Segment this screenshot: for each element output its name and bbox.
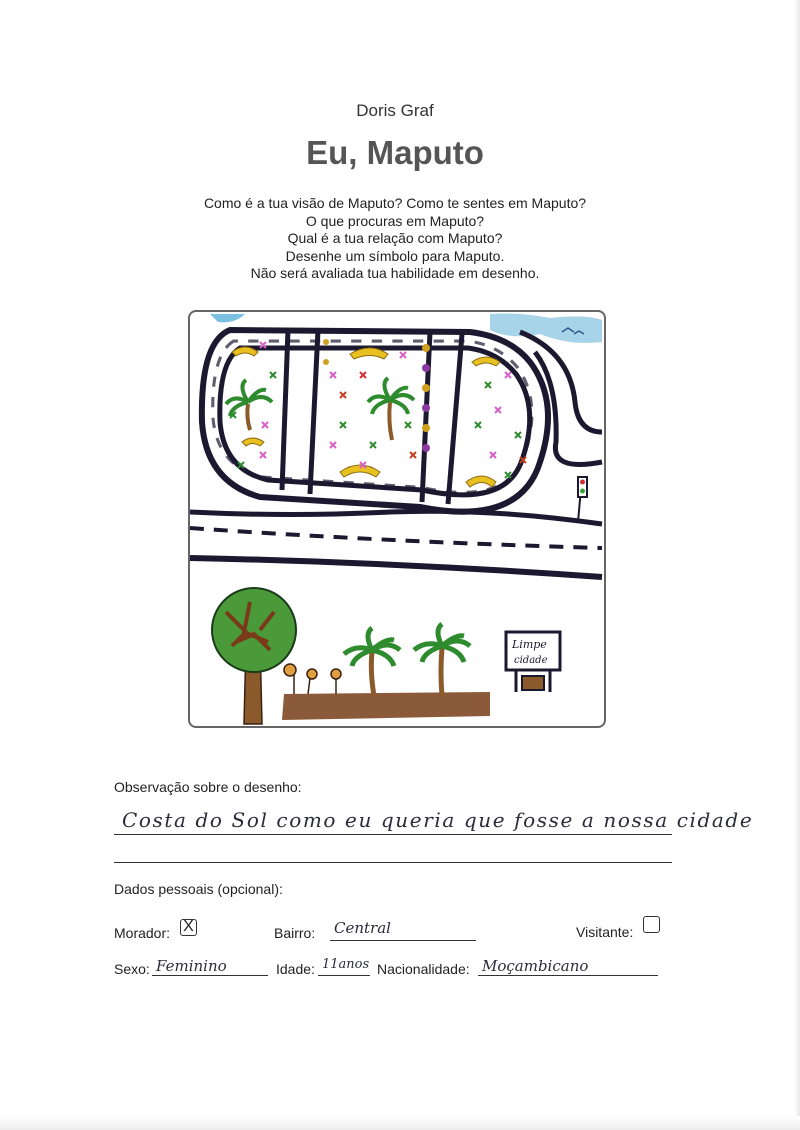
palm-tree-icon [368, 378, 414, 440]
sex-value[interactable]: Feminino [156, 957, 227, 975]
neighborhood-value[interactable]: Central [334, 919, 391, 937]
divider-road [422, 332, 430, 502]
main-road-center [190, 528, 602, 548]
divider-road [282, 330, 288, 490]
page-title: Eu, Maputo [306, 134, 484, 171]
resident-label: Morador: [114, 925, 171, 941]
plant-icon [284, 664, 341, 694]
divider-road [310, 330, 318, 494]
divider-road [448, 334, 462, 504]
page-bottom-edge [0, 1116, 800, 1130]
sex-label: Sexo: [114, 961, 150, 977]
page-edge [794, 0, 800, 1130]
author-name: Doris Graf [356, 101, 434, 120]
nationality-line [478, 975, 658, 976]
question-line: O que procuras em Maputo? [305, 212, 485, 229]
age-label: Idade: [276, 961, 315, 977]
palm-tree-icon [414, 624, 470, 696]
main-road-top [190, 511, 602, 524]
traffic-light-green [580, 489, 585, 494]
soil-strip [282, 692, 490, 720]
visitor-checkbox[interactable] [643, 916, 660, 933]
nationality-label: Nacionalidade: [377, 961, 470, 977]
bench-icon [466, 476, 496, 487]
bench-icon [242, 438, 264, 446]
sign-text-top: Limpe [512, 638, 547, 651]
palm-tree-icon [344, 628, 400, 696]
observation-text[interactable]: Costa do Sol como eu queria que fosse a nossa cidade [122, 808, 754, 832]
observation-label: Observação sobre o desenho: [114, 779, 302, 795]
observation-line-2 [114, 862, 672, 863]
child-drawing [190, 312, 604, 726]
questions-block [0, 195, 790, 283]
traffic-light-red [580, 480, 585, 485]
sex-line [152, 975, 268, 976]
nationality-value[interactable]: Moçambicano [482, 957, 589, 975]
main-road-bottom [190, 558, 602, 577]
age-line [318, 975, 370, 976]
question-line: Qual é a tua relação com Maputo? [287, 230, 503, 246]
question-line: Não será avaliada tua habilidade em desenho. [250, 265, 540, 281]
sky-patch [490, 314, 602, 344]
visitor-label: Visitante: [576, 924, 634, 940]
sky-patch [210, 314, 245, 322]
palm-tree-icon [226, 380, 272, 430]
resident-checkbox[interactable]: X [180, 919, 197, 936]
age-value[interactable]: 11anos [322, 957, 370, 972]
question-line: Desenhe um símbolo para Maputo. [285, 247, 505, 264]
personal-data-label: Dados pessoais (opcional): [114, 881, 283, 897]
clean-city-sign [506, 632, 560, 692]
neighborhood-label: Bairro: [274, 925, 316, 941]
question-line: Como é a tua visão de Maputo? Como te sentes em Maputo? [203, 195, 587, 211]
sign-text-bottom: cidade [514, 655, 548, 666]
observation-line-1 [114, 834, 672, 835]
drawing-frame [188, 310, 606, 728]
neighborhood-line [330, 940, 476, 941]
